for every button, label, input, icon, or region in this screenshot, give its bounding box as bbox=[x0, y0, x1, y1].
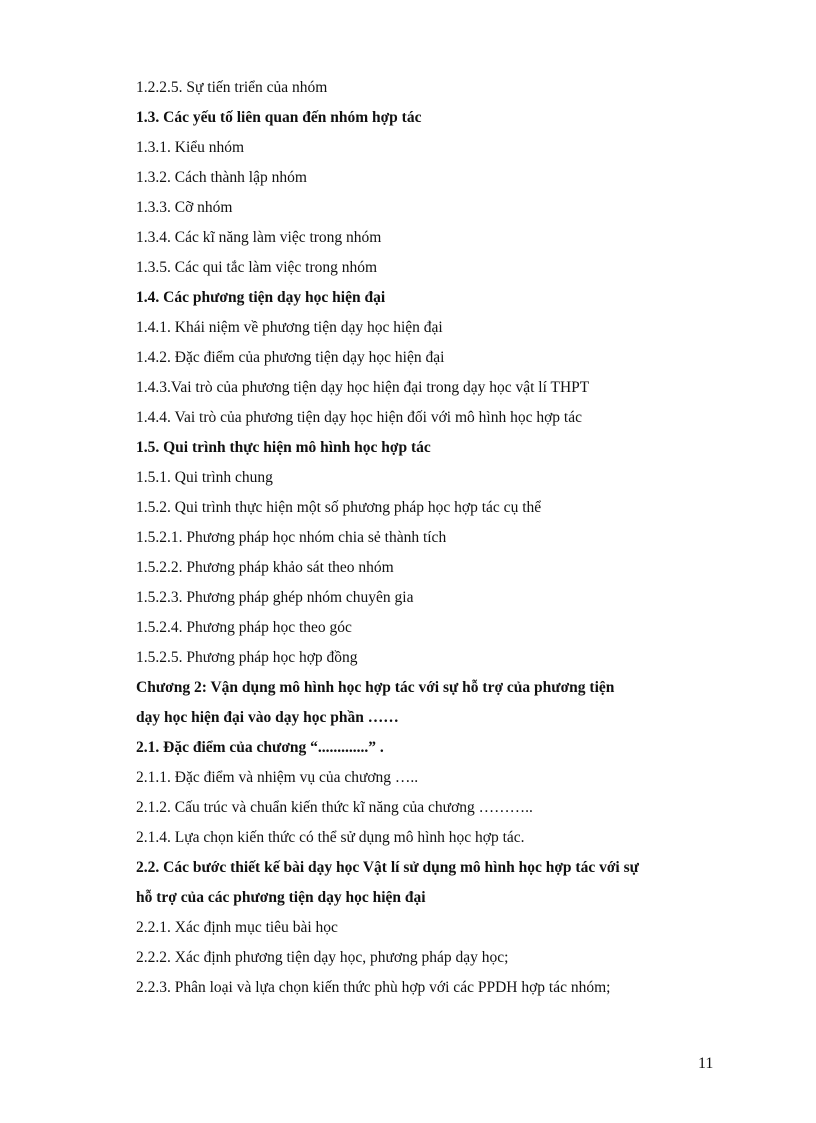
line-20: Chương 2: Vận dụng mô hình học hợp tác với sự hỗ trợ của phương tiện bbox=[136, 679, 615, 696]
line-24: 2.1.2. Cấu trúc và chuẩn kiến thức kĩ năng của chương ……….. bbox=[136, 799, 533, 816]
line-30: 2.2.3. Phân loại và lựa chọn kiến thức phù hợp với các PPDH hợp tác nhóm; bbox=[136, 979, 611, 996]
page-number: 11 bbox=[698, 1055, 714, 1072]
line-8: 1.4.1. Khái niệm về phương tiện dạy học hiện đại bbox=[136, 319, 443, 336]
line-18: 1.5.2.4. Phương pháp học theo góc bbox=[136, 619, 352, 636]
line-21: dạy học hiện đại vào dạy học phần …… bbox=[136, 709, 399, 726]
line-10: 1.4.3.Vai trò của phương tiện dạy học hiện đại trong dạy học vật lí THPT bbox=[136, 379, 590, 396]
line-4: 1.3.3. Cỡ nhóm bbox=[136, 199, 233, 216]
line-19: 1.5.2.5. Phương pháp học hợp đồng bbox=[136, 649, 358, 666]
line-27: hỗ trợ của các phương tiện dạy học hiện đại bbox=[136, 889, 426, 906]
line-3: 1.3.2. Cách thành lập nhóm bbox=[136, 169, 307, 186]
line-22: 2.1. Đặc điểm của chương “.............” . bbox=[136, 739, 384, 756]
line-17: 1.5.2.3. Phương pháp ghép nhóm chuyên gia bbox=[136, 589, 414, 606]
line-9: 1.4.2. Đặc điểm của phương tiện dạy học hiện đại bbox=[136, 349, 445, 366]
document-body bbox=[136, 73, 736, 1003]
line-25: 2.1.4. Lựa chọn kiến thức có thể sử dụng mô hình học hợp tác. bbox=[136, 829, 525, 846]
line-0: 1.2.2.5. Sự tiến triển của nhóm bbox=[136, 79, 328, 96]
line-23: 2.1.1. Đặc điểm và nhiệm vụ của chương ….. bbox=[136, 769, 419, 786]
line-6: 1.3.5. Các qui tắc làm việc trong nhóm bbox=[136, 259, 378, 276]
line-26: 2.2. Các bước thiết kế bài dạy học Vật lí sử dụng mô hình học hợp tác với sự bbox=[136, 859, 639, 876]
line-2: 1.3.1. Kiểu nhóm bbox=[136, 139, 245, 156]
line-7: 1.4. Các phương tiện dạy học hiện đại bbox=[136, 289, 386, 306]
line-15: 1.5.2.1. Phương pháp học nhóm chia sẻ thành tích bbox=[136, 529, 447, 546]
line-14: 1.5.2. Qui trình thực hiện một số phương pháp học hợp tác cụ thể bbox=[136, 499, 542, 516]
line-29: 2.2.2. Xác định phương tiện dạy học, phương pháp dạy học; bbox=[136, 949, 509, 966]
line-13: 1.5.1. Qui trình chung bbox=[136, 469, 273, 486]
line-28: 2.2.1. Xác định mục tiêu bài học bbox=[136, 919, 338, 936]
line-1: 1.3. Các yếu tố liên quan đến nhóm hợp tác bbox=[136, 109, 422, 126]
line-12: 1.5. Qui trình thực hiện mô hình học hợp tác bbox=[136, 439, 431, 456]
line-11: 1.4.4. Vai trò của phương tiện dạy học hiện đối với mô hình học hợp tác bbox=[136, 409, 582, 426]
line-5: 1.3.4. Các kĩ năng làm việc trong nhóm bbox=[136, 229, 382, 246]
line-16: 1.5.2.2. Phương pháp khảo sát theo nhóm bbox=[136, 559, 394, 576]
